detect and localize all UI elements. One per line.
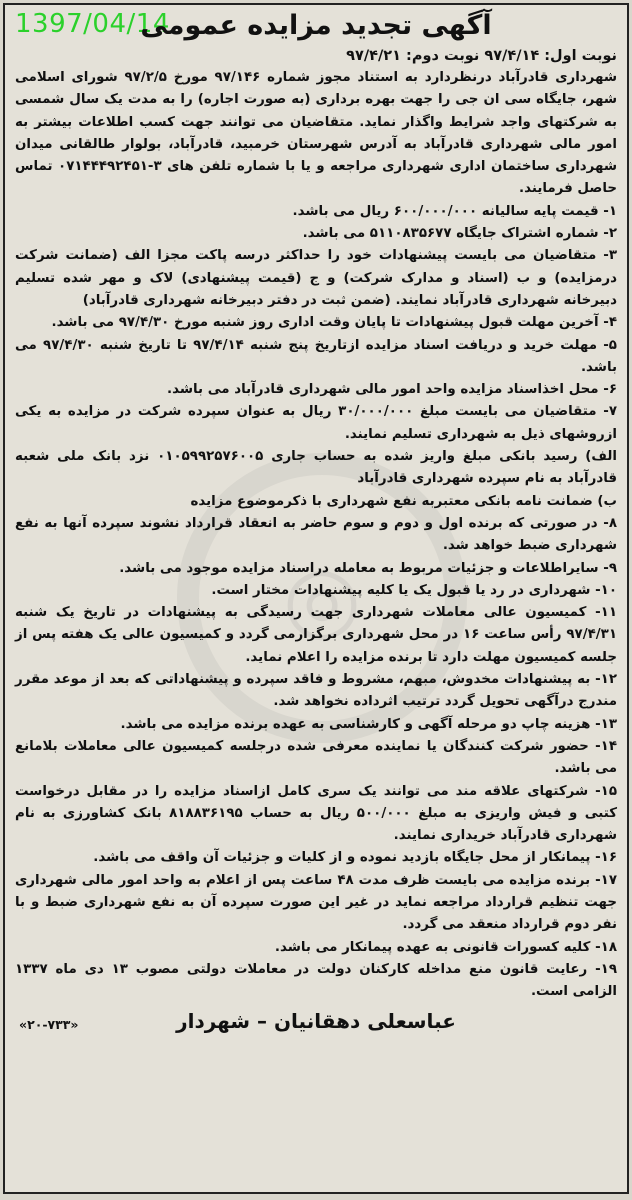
mayor-signature: عباسعلی دهقانیان – شهردار <box>176 1009 456 1034</box>
notice-item: ۳- متقاضیان می بایست پیشنهادات خود را حداکثر درسه پاکت مجزا الف (ضمانت شرکت درمزایده) و ب (اسناد و مدارک شرکت) و ج (قیمت پیشنهادی) لاک و مهر شده تسلیم دبیرخانه شهرداری قادرآباد نمایند. (ضمن ثبت در دفتر دبیرخانه شهرداری قادرآباد) <box>15 248 617 308</box>
notice-item: الف) رسید بانکی مبلغ واریز شده به حساب جاری ۰۱۰۵۹۹۲۵۷۶۰۰۵ نزد بانک ملی شعبه قادرآباد به نام سپرده شهرداری قادرآباد <box>15 449 617 487</box>
notice-items <box>15 201 617 1004</box>
notice-item: ۱۶- پیمانکار از محل جایگاه بازدید نموده و از کلیات و جزئیات آن واقف می باشد. <box>93 850 617 866</box>
notice-item: ب) ضمانت نامه بانکی معتبربه نفع شهرداری با ذکرموضوع مزایده <box>190 493 617 509</box>
notice-footer <box>15 1005 617 1045</box>
notice-item: ۸- در صورتی که برنده اول و دوم و سوم حاضر به انعقاد قرارداد نشوند سپرده آنها به نفع شهرداری ضبط خواهد شد. <box>15 515 617 554</box>
notice-item: ۱۰- شهرداری در رد یا قبول یک یا کلیه پیشنهادات مختار است. <box>211 582 617 598</box>
publication-turns: نوبت اول: ۹۷/۴/۱۴ نوبت دوم: ۹۷/۴/۲۱ <box>346 48 617 64</box>
notice-item: ۷- متقاضیان می بایست مبلغ ۳۰/۰۰۰/۰۰۰ ریال به عنوان سپرده شرکت در مزایده به یکی ازروشهای ذیل به شهرداری تسلیم نمایند. <box>15 404 617 442</box>
notice-item: ۶- محل اخذاسناد مزایده واحد امور مالی شهرداری قادرآباد می باشد. <box>167 382 617 398</box>
newspaper-notice <box>3 3 629 1194</box>
notice-item: ۱۵- شرکتهای علاقه مند می توانند یک سری کامل ازاسناد مزایده را در مقابل درخواست کتبی و فیش واریزی به مبلغ ۵۰۰/۰۰۰ ریال به حساب ۸۱۸۸۳۶۱۹۵ بانک کشاورزی به نام شهرداری قادرآباد خریداری نمایند. <box>15 783 617 844</box>
notice-item: ۱۹- رعایت قانون منع مداخله کارکنان دولت در معاملات دولتی مصوب ۱۳ دی ماه ۱۳۳۷ الزامی است. <box>15 961 617 1000</box>
notice-item: ۱۲- به پیشنهادات مخدوش، مبهم، مشروط و فاقد سپرده و پیشنهاداتی که بعد از موعد مقرر مندرج درآگهی تحویل گردد ترتیب اثرداده نخواهد شد. <box>15 672 617 710</box>
notice-item: ۱۱- کمیسیون عالی معاملات شهرداری جهت رسیدگی به پیشنهادات در تاریخ یک شنبه ۹۷/۴/۳۱ رأس ساعت ۱۶ در محل شهرداری برگزارمی گردد و کمیسیون عالی یک هفته پس از جلسه کمیسیون مهلت دارد تا برنده مزایده را اعلام نماید. <box>15 605 618 665</box>
notice-item: ۱۳- هزینه چاپ دو مرحله آگهی و کارشناسی به عهده برنده مزایده می باشد. <box>120 716 617 732</box>
notice-item: ۱۴- حضور شرکت کنندگان یا نماینده معرفی شده درجلسه کمیسیون عالی معاملات بلامانع می باشد. <box>15 738 617 777</box>
notice-content <box>5 5 627 1045</box>
watermark-seal: ◎ <box>177 453 467 743</box>
notice-item: ۱۷- برنده مزایده می بایست ظرف مدت ۴۸ ساعت پس از اعلام به واحد امور مالی شهرداری جهت تنظیم قرارداد مراجعه نماید در غیر این صورت سپرده آن به نفع شهرداری ضبط و با نفر دوم قرارداد منعقد می گردد. <box>15 872 617 933</box>
notice-item: ۵- مهلت خرید و دریافت اسناد مزایده ازتاریخ پنج شنبه ۹۷/۴/۱۴ تا تاریخ شنبه ۹۷/۴/۳۰ می باشد. <box>15 337 617 375</box>
notice-item: ۹- سایراطلاعات و جزئیات مربوط به معامله دراسناد مزایده موجود می باشد. <box>119 560 617 576</box>
ad-code: «۲۰-۷۳۳» <box>19 1017 79 1033</box>
notice-item: ۲- شماره اشتراک جایگاه ۵۱۱۰۸۳۵۶۷۷ می باشد. <box>302 226 617 242</box>
notice-title: آگهی تجدید مزایده عمومی <box>140 10 492 41</box>
notice-item: ۱۸- کلیه کسورات قانونی به عهده پیمانکار می باشد. <box>274 939 617 955</box>
notice-item: ۴- آخرین مهلت قبول پیشنهادات تا پایان وقت اداری روز شنبه مورخ ۹۷/۴/۳۰ می باشد. <box>51 315 617 331</box>
notice-intro: شهرداری قادرآباد درنظردارد به استناد مجوز شماره ۹۷/۱۴۶ مورخ ۹۷/۲/۵ شورای اسلامی شهر، جایگاه سی ان جی را جهت بهره برداری (به صورت اجاره) را به مدت یک سال شمسی به شرکتهای واجد شرایط واگذار نماید. متقاضیان می توانند جهت کسب اطلاعات بیشتر به امور مالی شهرداری قادرآباد به آدرس شهرستان خرمبید، قادرآباد، بولوار طالقانی میدان شهرداری ساختمان اداری شهرداری مراجعه و یا با شماره تلفن های ۳-۰۷۱۴۴۴۹۲۴۵۱ تماس حاصل فرمایند. <box>15 70 617 197</box>
notice-item: ۱- قیمت پایه سالیانه ۶۰۰/۰۰۰/۰۰۰ ریال می باشد. <box>292 203 617 219</box>
date-stamp: 1397/04/14 <box>15 9 170 39</box>
